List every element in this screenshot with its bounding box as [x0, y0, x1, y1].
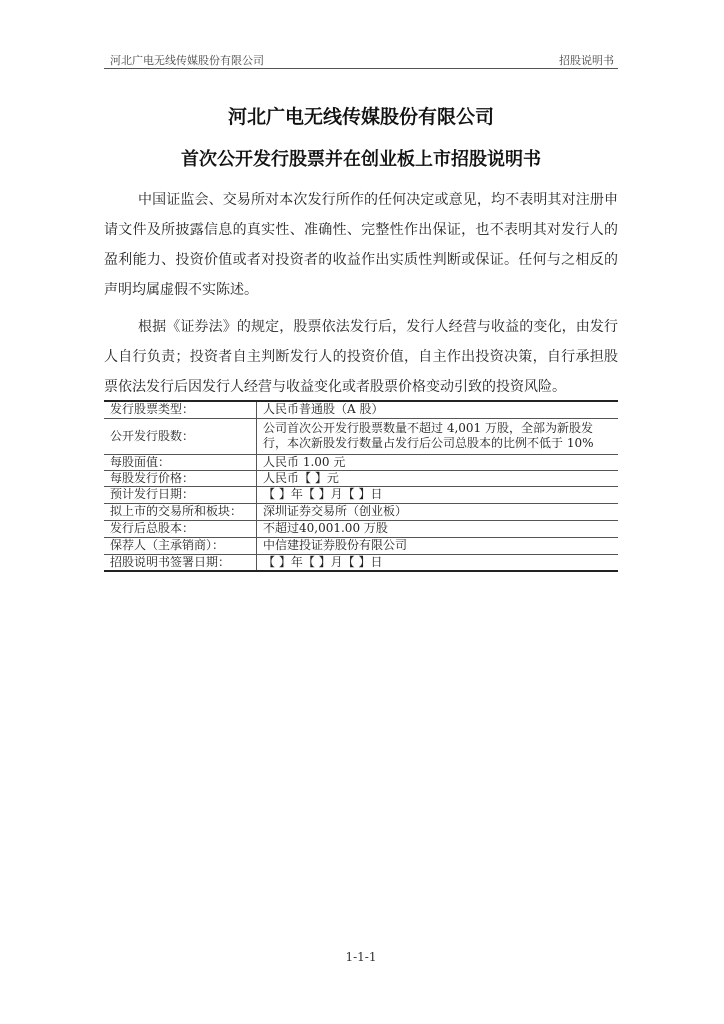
header-document-type: 招股说明书: [559, 54, 614, 67]
table-row: [104, 486, 618, 503]
offering-summary-table: [104, 400, 618, 572]
row-label: 预计发行日期：: [104, 486, 257, 503]
table-row: [104, 554, 618, 571]
disclaimer-paragraph-1: 中国证监会、交易所对本次发行所作的任何决定或意见，均不表明其对注册申请文件及所披露信息的真实性、准确性、完整性作出保证，也不表明其对发行人的盈利能力、投资价值或者对投资者的收益作出实质性判断或保证。任何与之相反的声明均属虚假不实陈述。: [104, 192, 618, 298]
header-company-name: 河北广电无线传媒股份有限公司: [110, 54, 264, 67]
row-value: 人民币 1.00 元: [257, 454, 619, 470]
row-label: 公开发行股数：: [104, 418, 257, 454]
table-row: [104, 454, 618, 470]
row-label: 保荐人（主承销商）：: [104, 537, 257, 554]
row-value: 公司首次公开发行股票数量不超过 4,001 万股，全部为新股发行，本次新股发行数量占发行后公司总股本的比例不低于 10%: [257, 418, 619, 454]
row-value: 【 】年【 】月【 】日: [257, 486, 619, 503]
row-value: 人民币普通股（A 股）: [263, 402, 384, 417]
table-row: [104, 503, 618, 520]
document-subtitle: 首次公开发行股票并在创业板上市招股说明书: [181, 149, 541, 170]
row-value: 不超过40,001.00 万股: [257, 520, 619, 537]
table-row: [104, 401, 618, 418]
table-row: [104, 537, 618, 554]
table-row: [104, 520, 618, 537]
row-value: 【 】年【 】月【 】日: [257, 554, 619, 571]
table-row: [104, 418, 618, 454]
row-value: 人民币【 】元: [257, 470, 619, 486]
row-label: 发行后总股本：: [104, 520, 257, 537]
running-header: [104, 52, 618, 69]
table-row: [104, 470, 618, 486]
row-value: 深圳证券交易所（创业板）: [257, 503, 619, 520]
row-label: 拟上市的交易所和板块：: [104, 503, 257, 520]
row-label: 每股面值：: [104, 454, 257, 470]
disclaimer-paragraph-2: 根据《证券法》的规定，股票依法发行后，发行人经营与收益的变化，由发行人自行负责；投资者自主判断发行人的投资价值，自主作出投资决策，自行承担股票依法发行后因发行人经营与收益变化或者股票价格变动引致的投资风险。: [104, 319, 618, 395]
row-label: 招股说明书签署日期：: [104, 554, 257, 571]
row-label: 发行股票类型：: [104, 401, 257, 418]
row-label: 每股发行价格：: [104, 470, 257, 486]
document-title: 河北广电无线传媒股份有限公司: [227, 106, 494, 128]
row-value: 中信建投证券股份有限公司: [257, 537, 619, 554]
page-number: 1-1-1: [345, 950, 377, 964]
